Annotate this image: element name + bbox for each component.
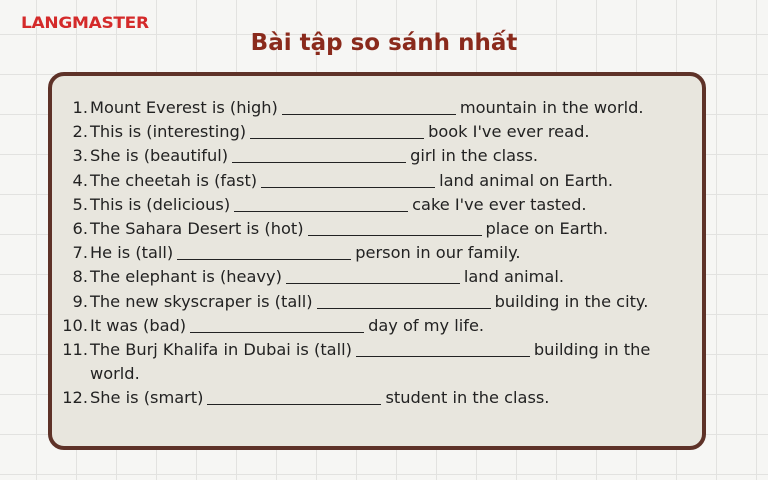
exercise-item-2 <box>52 120 702 144</box>
sentence-start: The Sahara Desert is (hot) <box>90 219 304 239</box>
exercise-sentence <box>90 314 702 338</box>
sentence-end: book I've ever read. <box>428 122 590 142</box>
answer-blank[interactable] <box>250 122 424 139</box>
sentence-start: She is (smart) <box>90 388 204 408</box>
page-title: Bài tập so sánh nhất <box>250 30 518 56</box>
answer-blank[interactable] <box>177 243 351 260</box>
exercise-number: 11. <box>62 340 88 360</box>
exercise-number: 6. <box>72 219 88 239</box>
answer-blank[interactable] <box>317 292 491 309</box>
sentence-start: This is (delicious) <box>90 194 231 214</box>
exercise-number: 12. <box>62 388 88 408</box>
exercise-item-1 <box>52 96 702 120</box>
answer-blank[interactable] <box>356 340 530 357</box>
exercise-number: 8. <box>72 267 88 287</box>
sentence-end: building in the world. <box>90 340 656 384</box>
exercise-item-5 <box>52 193 702 217</box>
exercise-sentence <box>90 290 702 314</box>
exercise-number: 9. <box>72 291 88 311</box>
sentence-end: person in our family. <box>355 243 521 263</box>
sentence-start: The Burj Khalifa in Dubai is (tall) <box>90 340 352 360</box>
sentence-end: mountain in the world. <box>459 98 644 117</box>
answer-blank[interactable] <box>282 98 456 115</box>
sentence-end: girl in the class. <box>410 146 539 166</box>
exercise-sentence <box>90 338 702 386</box>
sentence-start: The cheetah is (fast) <box>90 170 258 190</box>
sentence-end: land animal on Earth. <box>439 170 614 190</box>
exercise-item-9 <box>52 290 702 314</box>
sentence-end: building in the city. <box>494 291 649 311</box>
exercise-sentence <box>90 386 702 410</box>
exercise-item-7 <box>52 241 702 265</box>
answer-blank[interactable] <box>308 219 482 236</box>
exercise-item-4 <box>52 169 702 193</box>
exercise-sentence <box>90 169 702 193</box>
exercise-item-12 <box>52 386 702 410</box>
answer-blank[interactable] <box>261 171 435 188</box>
exercise-sentence <box>90 241 702 265</box>
sentence-start: The elephant is (heavy) <box>90 267 282 287</box>
answer-blank[interactable] <box>207 388 381 405</box>
sentence-start: He is (tall) <box>90 243 174 263</box>
sentence-end: land animal. <box>463 267 564 287</box>
exercise-sentence <box>90 144 702 168</box>
exercise-number: 1. <box>72 98 88 117</box>
sentence-start: The new skyscraper is (tall) <box>90 291 313 311</box>
answer-blank[interactable] <box>232 146 406 163</box>
exercise-number: 7. <box>72 243 88 263</box>
answer-blank[interactable] <box>286 267 460 284</box>
exercise-item-8 <box>52 265 702 289</box>
exercise-sentence <box>90 217 702 241</box>
exercise-sentence <box>90 193 702 217</box>
exercise-sentence <box>90 96 702 120</box>
exercise-list <box>52 96 702 411</box>
exercise-number: 3. <box>72 146 88 166</box>
exercise-panel <box>48 72 706 450</box>
sentence-end: day of my life. <box>368 315 485 335</box>
sentence-start: It was (bad) <box>90 315 187 335</box>
exercise-item-11 <box>52 338 702 386</box>
sentence-start: Mount Everest is (high) <box>90 98 278 117</box>
exercise-number: 10. <box>62 315 88 335</box>
exercise-number: 5. <box>72 194 88 214</box>
exercise-number: 4. <box>72 170 88 190</box>
sentence-end: cake I've ever tasted. <box>412 194 587 214</box>
exercise-sentence <box>90 265 702 289</box>
exercise-number: 2. <box>72 122 88 142</box>
exercise-item-10 <box>52 314 702 338</box>
sentence-end: place on Earth. <box>485 219 609 239</box>
langmaster-logo: LANGMASTER <box>21 14 149 33</box>
exercise-item-3 <box>52 144 702 168</box>
sentence-end: student in the class. <box>385 388 550 408</box>
exercise-sentence <box>90 120 702 144</box>
sentence-start: This is (interesting) <box>90 122 247 142</box>
sentence-start: She is (beautiful) <box>90 146 229 166</box>
exercise-item-6 <box>52 217 702 241</box>
answer-blank[interactable] <box>234 195 408 212</box>
answer-blank[interactable] <box>190 316 364 333</box>
